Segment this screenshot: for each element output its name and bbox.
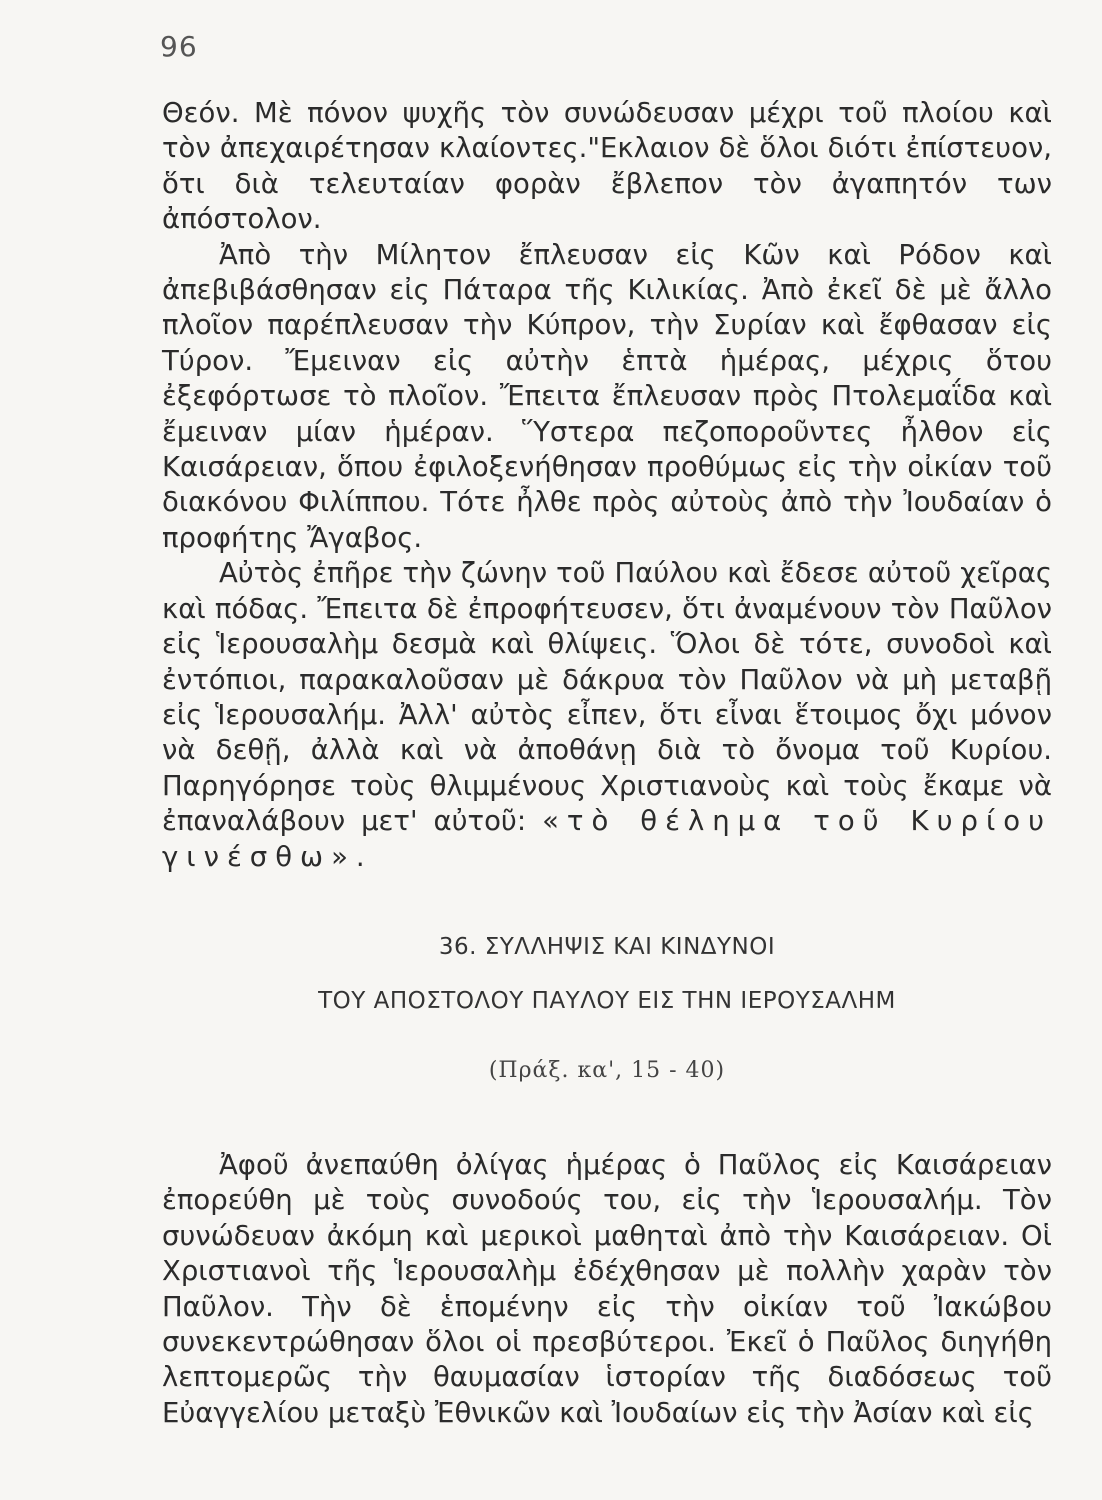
paragraph-agabus xyxy=(162,556,1052,875)
chapter-heading: 36. ΣΥΛΛΗΨΙΣ ΚΑΙ ΚΙΝΔΥΝΟΙ xyxy=(438,934,776,960)
paragraph-agabus-text: Αὐτὸς ἐπῆρε τὴν ζώνην τοῦ Παύλου καὶ ἔδεσε αὐτοῦ χεῖρας καὶ πόδας. Ἔπειτα δὲ ἐπροφήτευσεν, ὅτι ἀναμένουν τὸν Παῦλον εἰς Ἱερουσαλὴμ δεσμὰ καὶ θλίψεις. Ὅλοι δὲ τότε, συνοδοὶ καὶ ἐντόπιοι, παρακαλοῦσαν μὲ δάκρυα τὸν Παῦλον νὰ μὴ μεταβῇ εἰς Ἱερουσαλήμ. Ἀλλ' αὐτὸς εἶπεν, ὅτι εἶναι ἕτοιμος ὄχι μόνον νὰ δεθῇ, ἀλλὰ καὶ νὰ ἀποθάνῃ διὰ τὸ ὄνομα τοῦ Κυρίου. Παρηγόρησε τοὺς θλιμμένους Χριστιανοὺς καὶ τοὺς ἔκαμε νὰ ἐπαναλάβουν μετ' αὐτοῦ: xyxy=(162,557,1052,838)
paragraph-continuation: Θεόν. Μὲ πόνον ψυχῆς τὸν συνώδευσαν μέχρι τοῦ πλοίου καὶ τὸν ἀπεχαιρέτησαν κλαίοντες."Εκλαιον δὲ ὅλοι διότι ἐπίστευον, ὅτι διὰ τελευταίαν φορὰν ἔβλεπον τὸν ἀγαπητόν των ἀπόστολον. xyxy=(162,97,1052,236)
text-block-upper xyxy=(162,96,1052,875)
paragraph-jerusalem: Ἀφοῦ ἀνεπαύθη ὀλίγας ἡμέρας ὁ Παῦλος εἰς Καισάρειαν ἐπορεύθη μὲ τοὺς συνοδούς του, εἰς τὴν Ἱερουσαλήμ. Τὸν συνώδευαν ἀκόμη καὶ μερικοὶ μαθηταὶ ἀπὸ τὴν Καισάρειαν. Οἱ Χριστιανοὶ τῆς Ἱερουσαλὴμ ἐδέχθησαν μὲ πολλὴν χαρὰν τὸν Παῦλον. Τὴν δὲ ἑπομένην εἰς τὴν οἰκίαν τοῦ Ἰακώβου συνεκεντρώθησαν ὅλοι οἱ πρεσβύτεροι. Ἐκεῖ ὁ Παῦλος διηγήθη λεπτομερῶς τὴν θαυμασίαν ἱστορίαν τῆς διαδόσεως τοῦ Εὐαγγελίου μεταξὺ Ἐθνικῶν καὶ Ἰουδαίων εἰς τὴν Ἀσίαν καὶ εἰς xyxy=(162,1149,1052,1429)
chapter-subheading: ΤΟΥ ΑΠΟΣΤΟΛΟΥ ΠΑΥΛΟΥ ΕΙΣ ΤΗΝ ΙΕΡΟΥΣΑΛΗΜ xyxy=(318,988,896,1014)
quoted-phrase: «τὸ θέλημα τοῦ Κυρίου γινέσθω». xyxy=(162,805,1052,873)
scripture-reference: (Πράξ. κα', 15 - 40) xyxy=(488,1058,726,1083)
page-number: 96 xyxy=(160,30,198,63)
paragraph-voyage: Ἀπὸ τὴν Μίλητον ἔπλευσαν εἰς Κῶν καὶ Ρόδον καὶ ἀπεβιβάσθησαν εἰς Πάταρα τῆς Κιλικίας. Ἀπὸ ἐκεῖ δὲ μὲ ἄλλο πλοῖον παρέπλευσαν τὴν Κύπρον, τὴν Συρίαν καὶ ἔφθασαν εἰς Τύρον. Ἔμειναν εἰς αὐτὴν ἑπτὰ ἡμέρας, μέχρις ὅτου ἐξεφόρτωσε τὸ πλοῖον. Ἔπειτα ἔπλευσαν πρὸς Πτολεμαΐδα καὶ ἔμειναν μίαν ἡμέραν. Ὕστερα πεζοποροῦντες ἦλθον εἰς Καισάρειαν, ὅπου ἐφιλοξενήθησαν προθύμως εἰς τὴν οἰκίαν τοῦ διακόνου Φιλίππου. Τότε ἦλθε πρὸς αὐτοὺς ἀπὸ τὴν Ἰουδαίαν ὁ προφήτης Ἄγαβος. xyxy=(162,238,1052,554)
text-block-lower xyxy=(162,1148,1052,1431)
